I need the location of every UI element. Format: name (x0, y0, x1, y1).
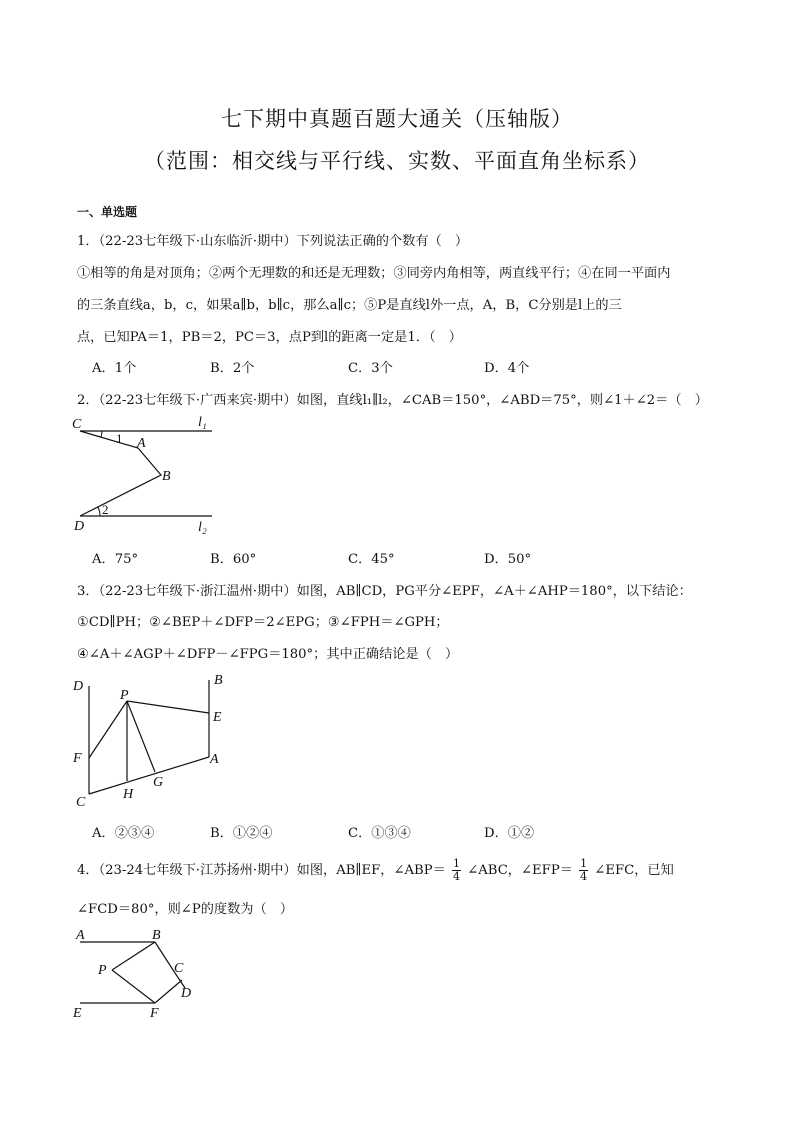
q3-line3: ④∠A＋∠AGP＋∠DFP－∠FPG＝180°；其中正确结论是（ ） (77, 647, 459, 662)
q4-label-c: C (174, 961, 184, 976)
q4-line2: ∠FCD＝80°，则∠P的度数为（ ） (77, 902, 294, 917)
q4-label-d: D (181, 986, 192, 1001)
q4-segment-bc (155, 942, 175, 973)
q4-fraction-1-den: 4 (453, 870, 460, 883)
page-subtitle: （范围：相交线与平行线、实数、平面直角坐标系） (144, 149, 650, 173)
q2-angle-1-arc (101, 431, 102, 437)
q4-label-a: A (76, 928, 85, 943)
q1-line4: 点，已知PA＝1，PB＝2，PC＝3，点P到l的距离一定是1．（ ） (77, 330, 462, 345)
q3-option-c[interactable]: C．①③④ (348, 826, 411, 841)
section-heading: 一、单选题 (77, 205, 138, 219)
q3-label-p: P (120, 688, 129, 703)
q3-option-b[interactable]: B．①②④ (210, 826, 273, 841)
q4-fraction-1-num: 1 (453, 857, 460, 870)
q4-segment-fd (155, 980, 182, 1003)
q4-fraction-2-num: 1 (580, 857, 588, 870)
q4-label-e: E (73, 1006, 82, 1021)
page-title: 七下期中真题百题大通关（压轴版） (221, 107, 573, 131)
q3-label-d: D (73, 679, 84, 694)
q1-line3: 的三条直线a，b，c，如果a∥b，b∥c，那么a∥c；⑤P是直线l外一点，A，B，C分别是l上的三 (77, 298, 622, 313)
q2-label-1: 1 (116, 431, 123, 446)
q2-angle-2-arc (98, 507, 100, 516)
q4-stem-part-2: ∠ABC，∠EFP＝ (467, 863, 573, 878)
q4-stem (77, 858, 674, 883)
q3-figure (70, 670, 230, 810)
q2-option-d[interactable]: D．50° (484, 552, 532, 567)
q2-label-l1: l₁ (198, 415, 207, 430)
q3-label-c: C (76, 795, 86, 810)
q2-label-c: C (72, 417, 82, 432)
q3-option-a[interactable]: A．②③④ (92, 826, 155, 841)
q4-fraction-2-den: 4 (580, 870, 588, 883)
q2-figure (70, 412, 220, 536)
q3-label-e: E (213, 710, 222, 725)
q4-stem-part-1: 4．（23-24七年级下·江苏扬州·期中）如图，AB∥EF，∠ABP＝ (77, 863, 446, 878)
q4-label-b: B (152, 928, 161, 943)
q1-option-c[interactable]: C．3个 (348, 361, 393, 376)
q3-label-b: B (214, 673, 223, 688)
q4-label-f: F (150, 1006, 159, 1021)
q2-label-l2: l₂ (198, 520, 207, 535)
q1-stem: 1．（22-23七年级下·山东临沂·期中）下列说法正确的个数有（ ） (77, 234, 469, 249)
q2-option-b[interactable]: B．60° (210, 552, 257, 567)
q3-segment-pg (127, 701, 155, 772)
q3-label-f: F (73, 751, 82, 766)
q4-fraction-2 (579, 858, 588, 883)
q1-option-d[interactable]: D．4个 (484, 361, 530, 376)
q3-segment-ca (89, 757, 209, 794)
q3-stem: 3．（22-23七年级下·浙江温州·期中）如图，AB∥CD，PG平分∠EPF，∠A＋∠AHP＝180°，以下结论： (77, 584, 692, 599)
q2-option-c[interactable]: C．45° (348, 552, 395, 567)
q3-label-h: H (123, 787, 134, 802)
q3-line2: ①CD∥PH；②∠BEP＋∠DFP＝2∠EPG；③∠FPH＝∠GPH； (77, 615, 449, 630)
q1-line2: ①相等的角是对顶角；②两个无理数的和还是无理数；③同旁内角相等，两直线平行；④在同一平面内 (77, 266, 671, 281)
q4-fraction-1 (452, 858, 461, 883)
q4-segment-bp (112, 942, 155, 970)
q4-figure (70, 922, 220, 1022)
q2-label-d: D (74, 519, 85, 534)
q3-label-g: G (153, 775, 164, 790)
q2-label-2: 2 (102, 502, 109, 517)
q4-segment-pf (112, 970, 155, 1003)
q4-stem-part-3: ∠EFC，已知 (594, 863, 674, 878)
q3-label-a: A (210, 752, 219, 767)
q3-segment-pf (89, 701, 127, 758)
q3-segment-pe (127, 701, 209, 713)
q2-option-a[interactable]: A．75° (92, 552, 139, 567)
q3-option-d[interactable]: D．①② (484, 826, 535, 841)
q1-option-b[interactable]: B．2个 (210, 361, 255, 376)
q2-label-b: B (162, 469, 171, 484)
q2-stem: 2．（22-23七年级下·广西来宾·期中）如图，直线l₁∥l₂，∠CAB＝150°，∠ABD＝75°，则∠1＋∠2＝（ ） (77, 393, 708, 408)
q1-option-a[interactable]: A．1个 (92, 361, 137, 376)
q2-label-a: A (137, 436, 146, 451)
q4-label-p: P (98, 963, 107, 978)
